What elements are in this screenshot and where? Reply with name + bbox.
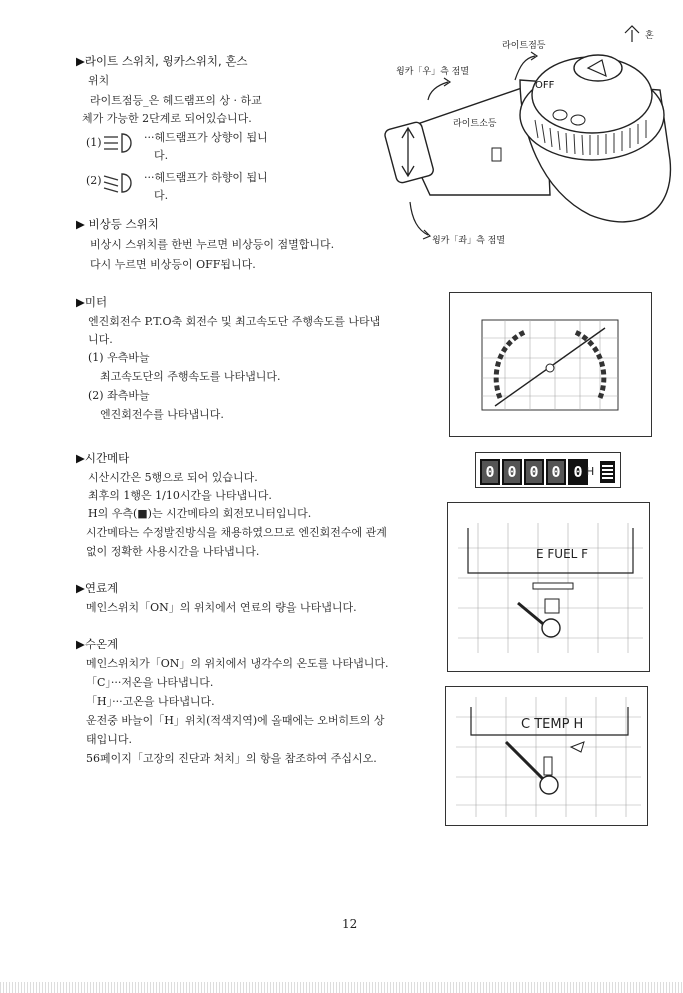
hour-meter-line3: H의 우측(■)는 시간메타의 회전모니터입니다. — [88, 507, 312, 520]
meter-item1: (1) 우측바늘 — [88, 351, 150, 364]
wink-right-label: 윙카「우」측 점멸 — [396, 67, 470, 77]
rotation-monitor-icon — [600, 461, 615, 483]
temp-gauge-drawing — [446, 687, 647, 825]
fuel-gauge-label: E FUEL F — [536, 547, 589, 561]
fuel-gauge-drawing — [448, 503, 649, 671]
hour-digit-tenth: 0 — [568, 459, 588, 485]
item1-number: (1) — [86, 136, 102, 149]
hour-meter-line2: 최후의 1행은 1/10시간을 나타냅니다. — [88, 489, 272, 502]
hazard-line2: 다시 누르면 비상등이 OFF됩니다. — [90, 258, 256, 271]
item2-number: (2) — [86, 174, 102, 187]
tachometer-drawing — [480, 318, 620, 413]
item2-text: ···헤드램프가 하향이 됩니 — [144, 171, 268, 184]
page-number: 12 — [342, 917, 358, 931]
hour-meter-line1: 시산시간은 5행으로 되어 있습니다. — [88, 471, 258, 484]
meter-line1: 엔진회전수 P.T.O축 회전수 및 최고속도단 주행속도를 나타냅 — [88, 315, 381, 328]
light-switch-subheading: 위치 — [88, 74, 110, 87]
temp-line3: 「H」···고온을 나타냅니다. — [86, 695, 215, 708]
hour-digit: 0 — [524, 459, 544, 485]
temp-gauge-label: C TEMP H — [521, 717, 584, 732]
hazard-line1: 비상시 스위치를 한번 누르면 비상등이 점멸합니다. — [90, 238, 335, 251]
hour-digit: 0 — [502, 459, 522, 485]
hour-meter-digits — [480, 459, 588, 485]
meter-item2-desc: 엔진회전수를 나타냅니다. — [100, 408, 224, 421]
temp-line4: 운전중 바늘이「H」위치(적색지역)에 올때에는 오버히트의 상 — [86, 714, 385, 727]
meter-heading: ▶미터 — [76, 295, 108, 309]
temp-heading: ▶수온계 — [76, 637, 119, 651]
temp-line6: 56페이지「고장의 진단과 처치」의 항을 참조하여 주십시오. — [86, 752, 377, 765]
meter-item2: (2) 좌측바늘 — [88, 389, 150, 402]
meter-line2: 니다. — [88, 333, 113, 346]
hour-meter-heading: ▶시간메타 — [76, 451, 130, 465]
scan-edge — [0, 982, 683, 993]
temp-line5: 태입니다. — [86, 733, 133, 746]
hour-meter-line5: 없이 정확한 사용시간을 나타냅니다. — [86, 545, 260, 558]
light-switch-heading: ▶라이트 스위치, 윙카스위치, 혼스 — [76, 54, 248, 68]
switch-drawing — [370, 20, 680, 260]
high-beam-icon — [100, 128, 140, 158]
wink-left-label: 윙카「좌」측 점멸 — [432, 236, 506, 246]
low-beam-icon — [100, 168, 140, 198]
meter-panel — [449, 292, 652, 437]
hour-digit: 0 — [480, 459, 500, 485]
off-label: OFF — [535, 80, 555, 91]
light-switch-line1: 라이트점등_은 헤드램프의 상 · 하교 — [90, 94, 262, 107]
item1-cont: 다. — [154, 149, 169, 162]
item2-cont: 다. — [154, 189, 169, 202]
temp-line1: 메인스위치가「ON」의 위치에서 냉각수의 온도를 나타냅니다. — [86, 657, 389, 670]
fuel-heading: ▶연료계 — [76, 581, 119, 595]
hazard-heading: ▶ 비상등 스위치 — [76, 217, 159, 231]
fuel-gauge-panel — [447, 502, 650, 672]
meter-item1-desc: 최고속도단의 주행속도를 나타냅니다. — [100, 370, 281, 383]
fuel-line1: 메인스위치「ON」의 위치에서 연료의 량을 나타냅니다. — [86, 601, 357, 614]
temp-line2: 「C」···저온을 나타냅니다. — [86, 676, 214, 689]
hour-unit: H — [586, 465, 595, 478]
light-switch-line2: 체가 가능한 2단계로 되어있습니다. — [82, 112, 252, 125]
hour-meter-line4: 시간메타는 수정발진방식을 채용하였으므로 엔진회전수에 관계 — [86, 526, 387, 539]
light-off-label: 라이트소등 — [453, 119, 497, 129]
item1-text: ···헤드램프가 상향이 됩니 — [144, 131, 268, 144]
hour-meter-panel — [475, 452, 621, 488]
horn-label: 혼 — [645, 31, 654, 41]
light-on-label: 라이트점등 — [502, 41, 546, 51]
temp-gauge-panel — [445, 686, 648, 826]
hour-digit: 0 — [546, 459, 566, 485]
